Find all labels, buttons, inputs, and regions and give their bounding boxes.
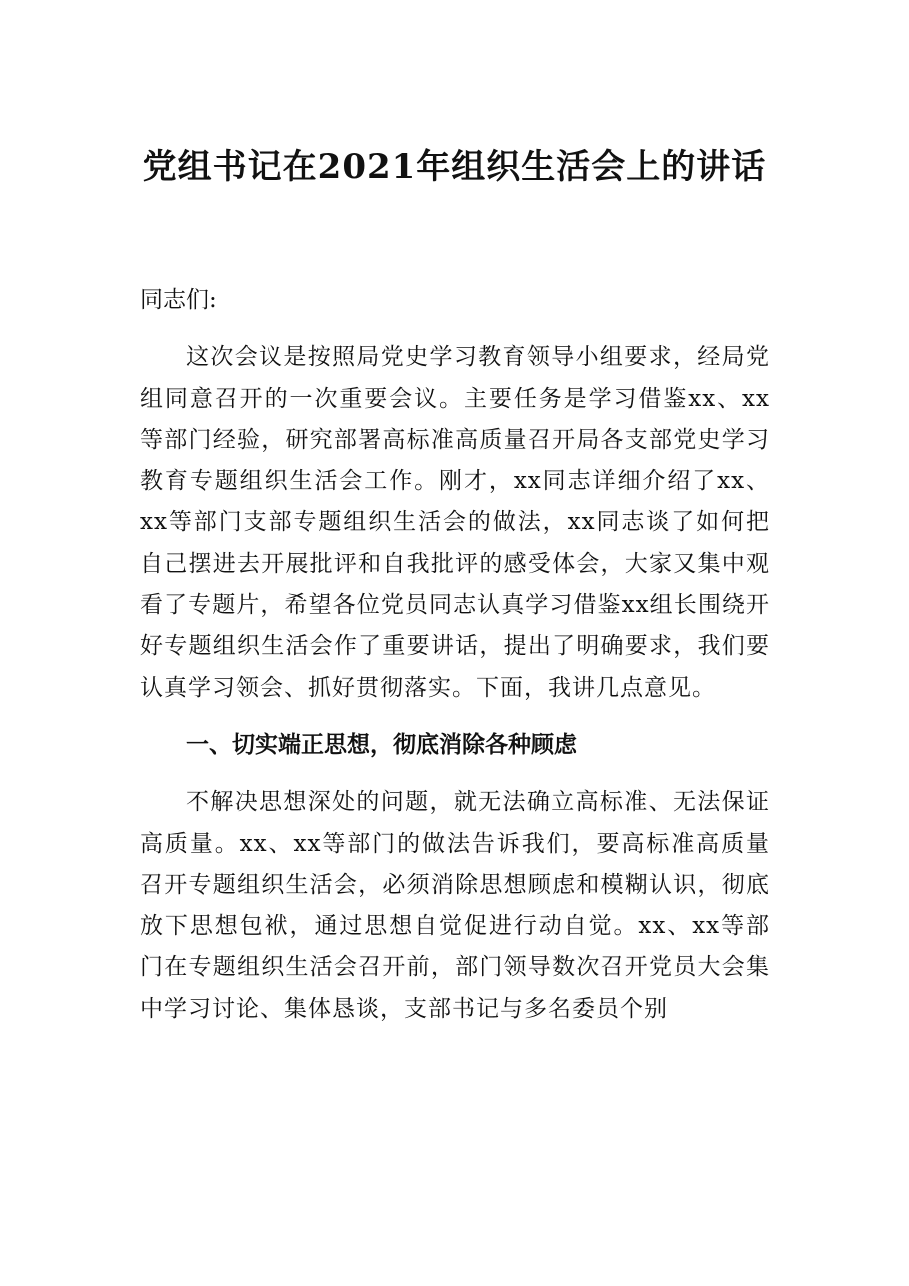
document-title: 党组书记在2021年组织生活会上的讲话 bbox=[142, 147, 767, 187]
paragraph: 这次会议是按照局党史学习教育领导小组要求，经局党组同意召开的一次重要会议。主要任务是学习借鉴xx、xx等部门经验，研究部署高标准高质量召开局各支部党史学习教育专题组织生活会工作。刚才，xx同志详细介绍了xx、xx等部门支部专题组织生活会的做法，xx同志谈了如何把自己摆进去开展批评和自我批评的感受体会，大家又集中观看了专题片，希望各位党员同志认真学习借鉴xx组长围绕开好专题组织生活会作了重要讲话，提出了明确要求，我们要认真学习领会、抓好贯彻落实。下面，我讲几点意见。 bbox=[140, 344, 770, 701]
salutation: 同志们: bbox=[140, 287, 217, 313]
section-heading: 一、切实端正思想，彻底消除各种顾虑 bbox=[186, 731, 577, 758]
document-body bbox=[140, 280, 770, 1030]
paragraph: 不解决思想深处的问题，就无法确立高标准、无法保证高质量。xx、xx等部门的做法告诉我们，要高标准高质量召开专题组织生活会，必须消除思想顾虑和模糊认识，彻底放下思想包袱，通过思想自觉促进行动自觉。xx、xx等部门在专题组织生活会召开前，部门领导数次召开党员大会集中学习讨论、集体恳谈，支部书记与多名委员个别 bbox=[140, 789, 770, 1022]
